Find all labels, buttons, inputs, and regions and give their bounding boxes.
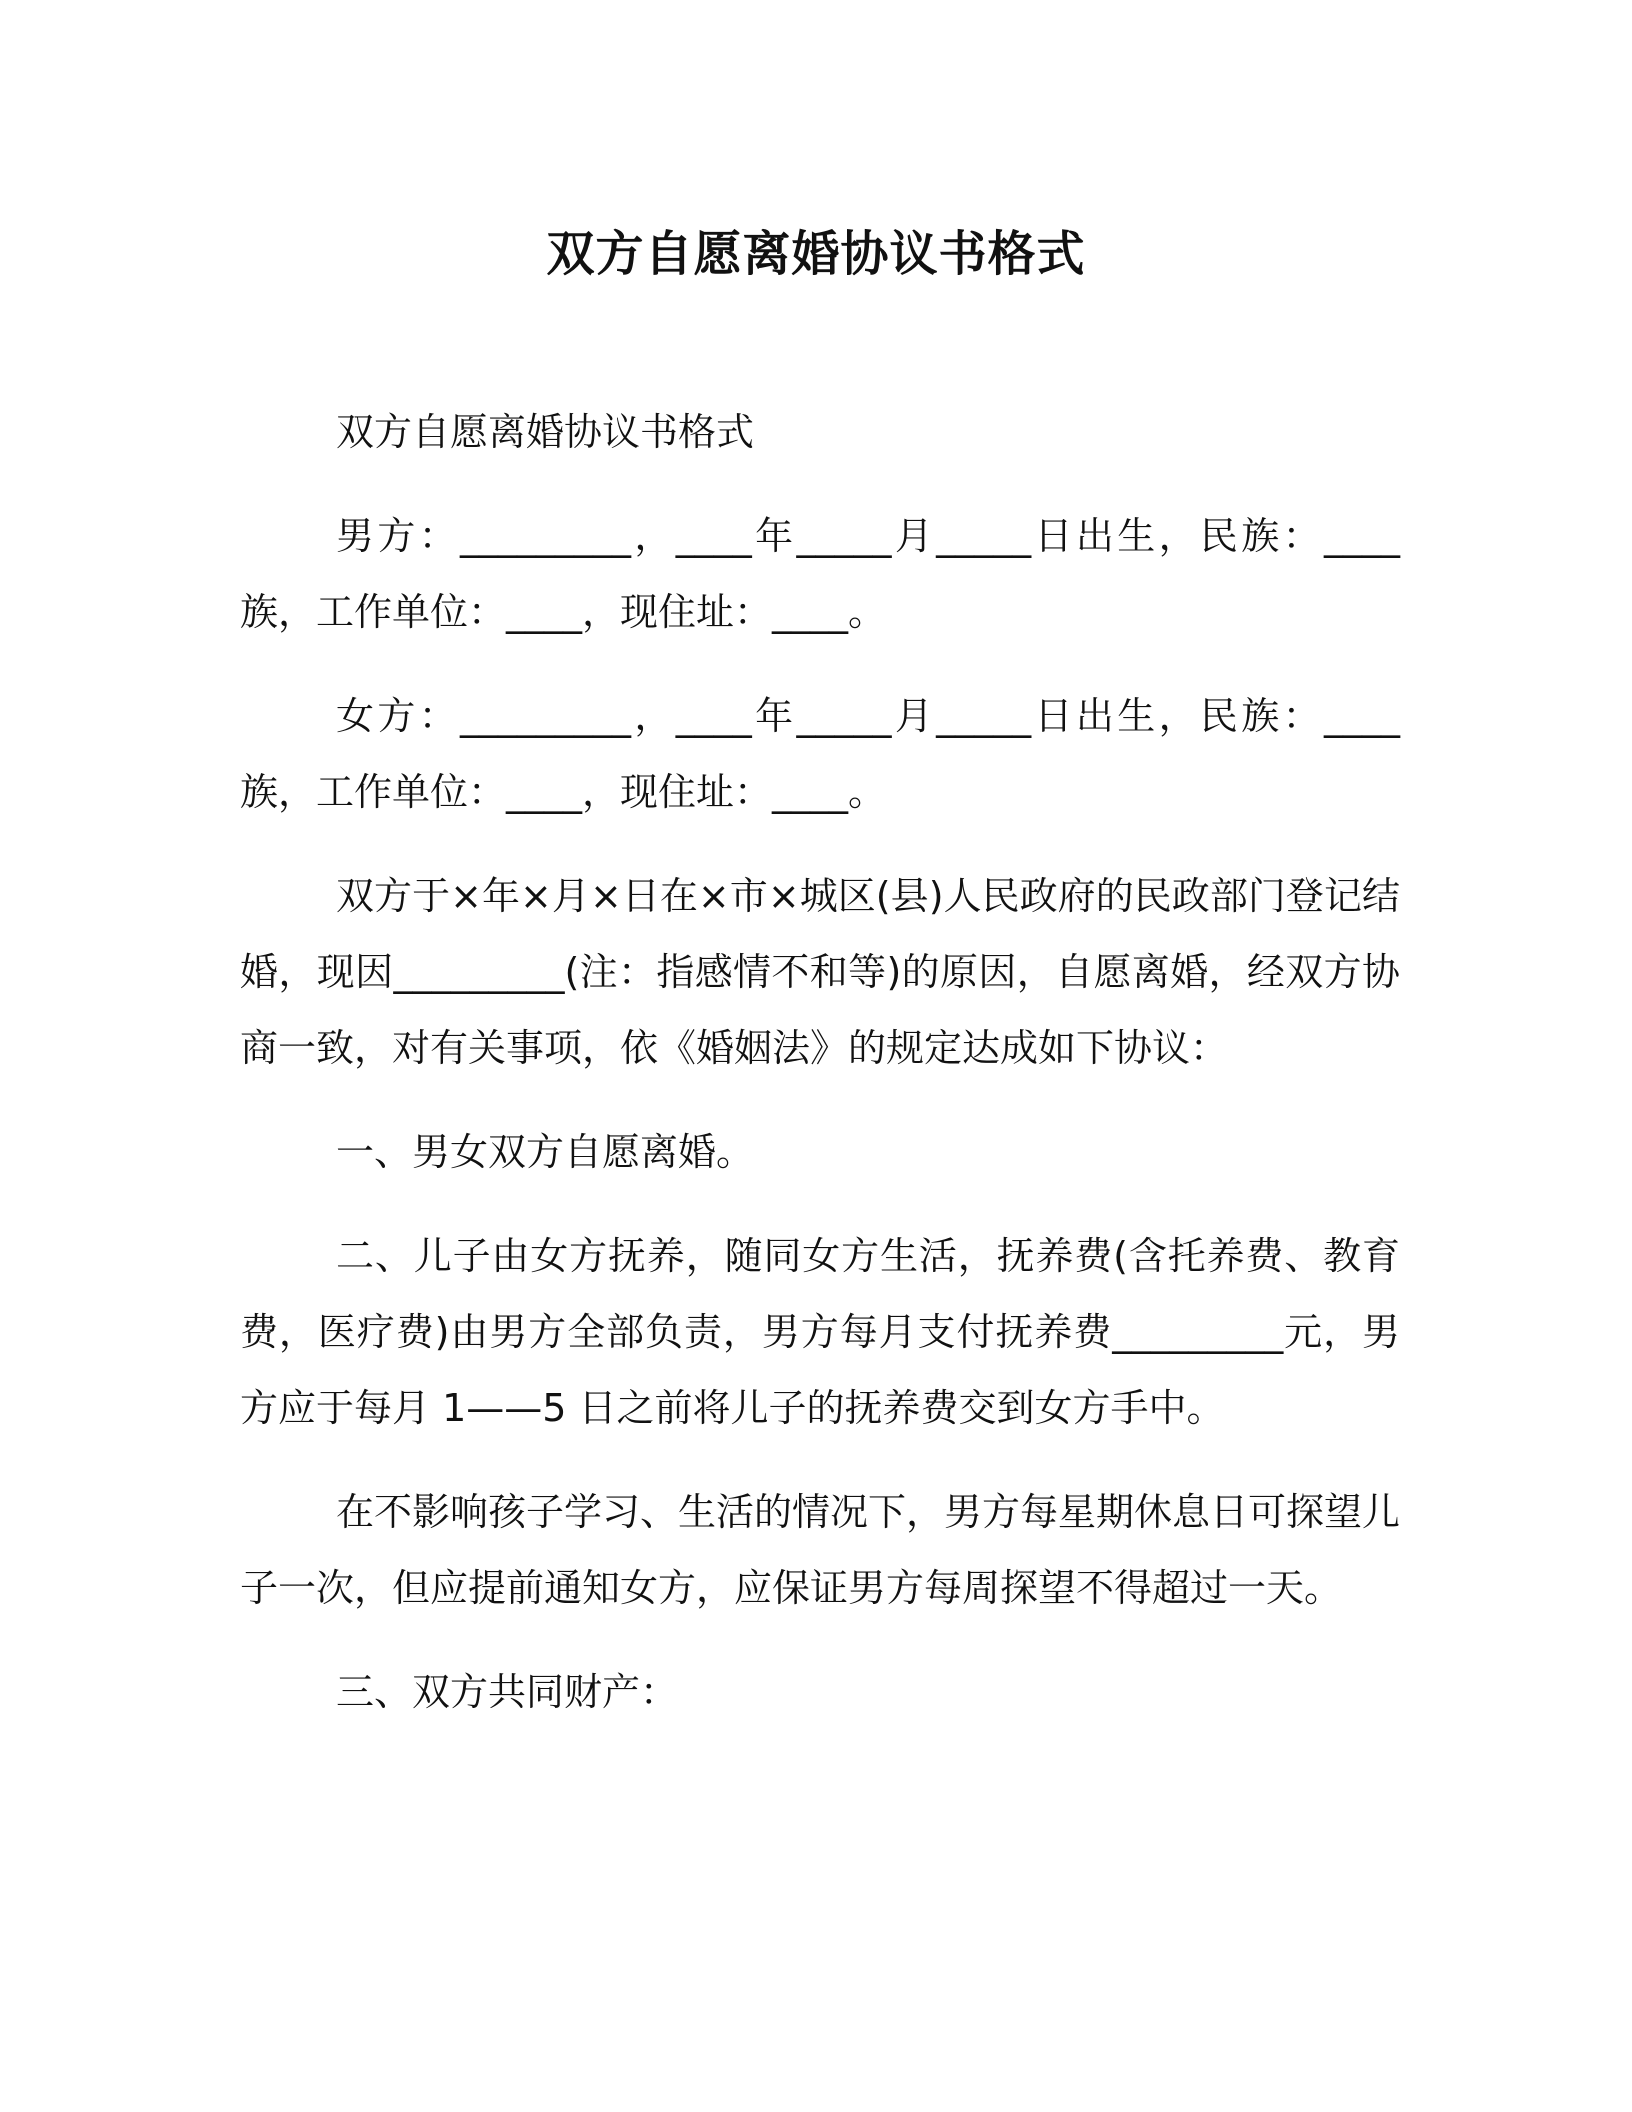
marriage-statement-paragraph: 双方于×年×月×日在×市×城区(县)人民政府的民政部门登记结婚，现因_________(注：指感情不和等)的原因，自愿离婚，经双方协商一致，对有关事项，依《婚姻法》的规定达成如下协议： — [240, 874, 1400, 1070]
subtitle-paragraph: 双方自愿离婚协议书格式 — [336, 410, 755, 454]
clause-two-paragraph: 二、儿子由女方抚养，随同女方生活，抚养费(含托养费、教育费，医疗费)由男方全部负责，男方每月支付抚养费_________元，男方应于每月 1——5 日之前将儿子的抚养费交到女方手中。 — [240, 1234, 1400, 1430]
visitation-paragraph: 在不影响孩子学习、生活的情况下，男方每星期休息日可探望儿子一次，但应提前通知女方，应保证男方每周探望不得超过一天。 — [240, 1490, 1401, 1610]
clause-one-paragraph: 一、男女双方自愿离婚。 — [336, 1130, 755, 1174]
female-party-paragraph: 女方：_________，____年_____月_____日出生，民族：____族，工作单位：____，现住址：____。 — [240, 694, 1400, 814]
document-title: 双方自愿离婚协议书格式 — [546, 226, 1086, 282]
clause-three-paragraph: 三、双方共同财产： — [336, 1670, 679, 1714]
document-body — [240, 394, 1400, 1730]
male-party-paragraph: 男方：_________，____年_____月_____日出生，民族：____族，工作单位：____，现住址：____。 — [240, 514, 1400, 634]
